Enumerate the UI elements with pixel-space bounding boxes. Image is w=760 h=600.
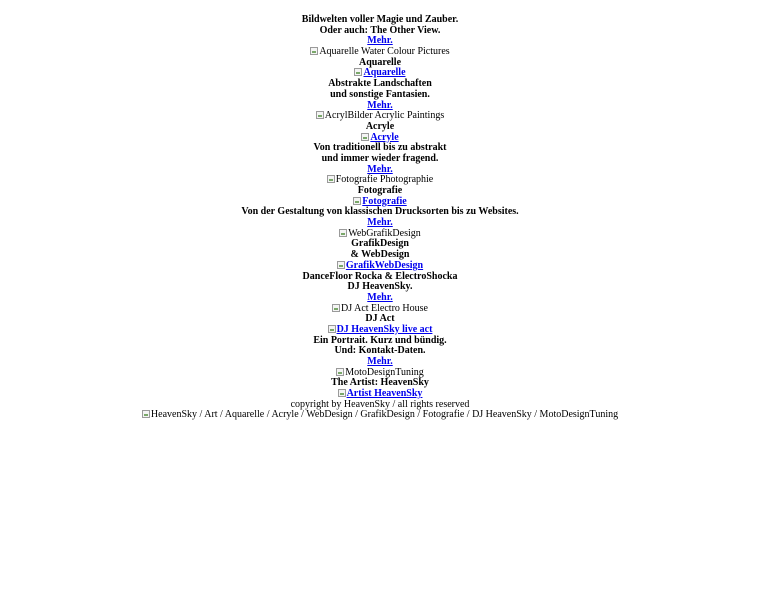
fotografie-more-link[interactable]: Mehr. (367, 217, 393, 229)
broken-image-icon (328, 325, 336, 333)
dj-act-desc-2: Und: Kontakt-Daten. (334, 345, 426, 357)
broken-image-icon (339, 229, 347, 237)
broken-image-icon (310, 47, 318, 55)
acryle-image-link[interactable]: Acryle (361, 133, 398, 144)
footer-nav-image[interactable]: HeavenSky / Art / Aquarelle / Acryle / WebDesign / GrafikDesign / Fotografie / DJ HeavenSky / MotoDesignTuning (142, 410, 618, 421)
copyright-text: copyright by HeavenSky / all rights reserved (290, 398, 470, 410)
dj-act-image: DJ Act Electro House (332, 304, 428, 315)
broken-image-icon (316, 111, 324, 119)
fotografie-desc-1: Von der Gestaltung von klassischen Drucksorten bis zu Websites. (241, 206, 519, 218)
broken-image-icon (332, 304, 340, 312)
aquarelle-desc-1: Abstrakte Landschaften (328, 78, 432, 90)
grafikdesign-title-2: & WebDesign (350, 249, 410, 261)
broken-image-icon (337, 261, 345, 269)
intro-line-1: Bildwelten voller Magie und Zauber. (301, 14, 459, 25)
acryle-desc-2: und immer wieder fragend. (321, 152, 439, 164)
broken-image-icon (327, 175, 335, 183)
aquarelle-more-link[interactable]: Mehr. (367, 99, 393, 111)
acryle-title: Acryle (365, 120, 395, 132)
intro-more-link[interactable]: Mehr. (367, 35, 393, 47)
dj-act-desc-1: Ein Portrait. Kurz und bündig. (313, 334, 447, 346)
broken-image-icon (353, 197, 361, 205)
webgrafik-image: WebGrafikDesign (339, 229, 421, 240)
grafikdesign-desc-2: DJ HeavenSky. (347, 281, 413, 293)
broken-image-icon (142, 410, 150, 418)
acryle-image: AcrylBilder Acrylic Paintings (316, 111, 444, 122)
dj-act-image-link[interactable]: DJ HeavenSky live act (328, 325, 433, 336)
aquarelle-image: Aquarelle Water Colour Pictures (310, 47, 449, 58)
grafikdesign-image-link[interactable]: GrafikWebDesign (337, 261, 423, 272)
motodesign-image: MotoDesignTuning (336, 368, 424, 379)
fotografie-image: Fotografie Photographie (327, 175, 433, 186)
aquarelle-title: Aquarelle (358, 56, 402, 68)
acryle-desc-1: Von traditionell bis zu abstrakt (313, 142, 447, 154)
broken-image-icon (361, 133, 369, 141)
grafikdesign-title: GrafikDesign (351, 238, 409, 250)
aquarelle-desc-2: und sonstige Fantasien. (330, 88, 430, 100)
page-content (0, 15, 760, 421)
artist-title: The Artist: HeavenSky (331, 377, 429, 389)
fotografie-title: Fotografie (357, 185, 403, 196)
dj-act-more-link[interactable]: Mehr. (367, 356, 393, 367)
dj-act-title: DJ Act (365, 313, 395, 325)
grafikdesign-desc-1: DanceFloor Rocka & ElectroShocka (302, 270, 458, 282)
grafikdesign-more-link[interactable]: Mehr. (367, 291, 393, 303)
broken-image-icon (338, 389, 346, 397)
broken-image-icon (336, 368, 344, 376)
artist-image-link[interactable]: Artist HeavenSky (338, 389, 423, 400)
intro-line-2: Oder auch: The Other View. (319, 24, 441, 36)
aquarelle-image-link[interactable]: Aquarelle (354, 68, 405, 79)
acryle-more-link[interactable]: Mehr. (367, 163, 393, 175)
fotografie-image-link[interactable]: Fotografie (353, 197, 406, 208)
broken-image-icon (354, 68, 362, 76)
